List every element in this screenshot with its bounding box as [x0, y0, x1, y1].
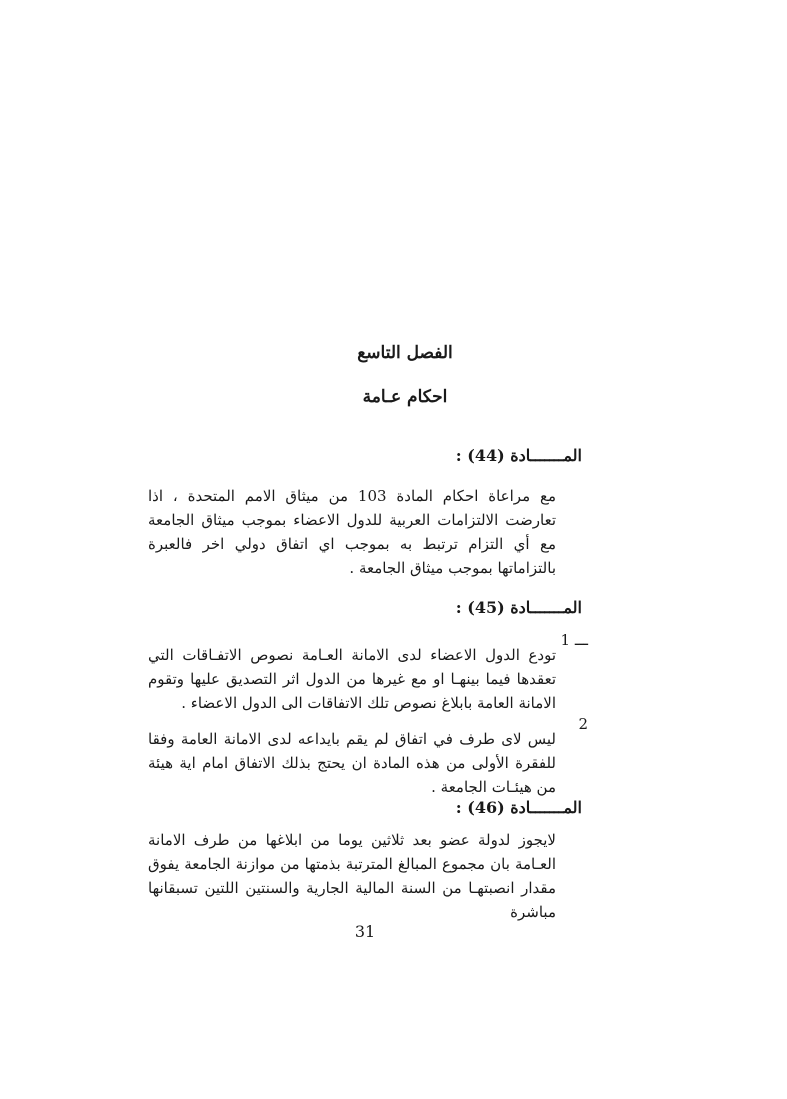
- article-44-paragraph: مع مراعاة احكام المادة 103 من ميثاق الامم المتحدة ، اذا تعارضت الالتزامات العربية للدول الاعضاء بموجب ميثاق الجامعة مع أي التزام ترتبط به بموجب اي اتفاق دولي اخر فالعبرة بالتزاماتها بموجب ميثاق الجامعة .: [148, 487, 556, 577]
- article-46-heading: [456, 798, 582, 817]
- article-colon: :: [455, 446, 462, 465]
- article-label: المـــــــادة: [510, 446, 582, 465]
- page-number: 31: [354, 922, 376, 941]
- item-text: ليس لاى طرف في اتفاق لم يقم بايداعه لدى الامانة العامة وفقا للفقرة الأولى من هذه المادة ان يحتج بذلك الاتفاق امام اية هيئة من هيئـات الجامعة .: [148, 730, 556, 796]
- item-number: 1 ـــ: [560, 631, 588, 649]
- article-44-heading: [456, 446, 582, 465]
- article-number: (45): [467, 598, 505, 617]
- item-number: 2: [578, 715, 588, 733]
- article-colon: :: [455, 598, 462, 617]
- article-46-paragraph: لايجوز لدولة عضو بعد ثلاثين يوما من ابلاغها من طرف الامانة العـامة بان مجموع المبالغ المترتبة بذمتها من موازنة الجامعة يفوق مقدار انصبتهـا من السنة المالية الجارية والسنتين اللتين تسبقانها مباشرة: [148, 831, 556, 921]
- article-45-heading: [456, 598, 582, 617]
- article-45-item-2: [148, 712, 588, 796]
- item-text: تودع الدول الاعضاء لدى الامانة العـامة نصوص الاتفـاقات التي تعقدها فيما بينهـا او مع غيرها من الدول اثر التصديق عليها وتقوم الامانة العامة بابلاغ نصوص تلك الاتفاقات الى الدول الاعضاء .: [148, 646, 556, 712]
- article-label: المـــــــادة: [510, 598, 582, 617]
- article-number: (44): [467, 446, 505, 465]
- article-number: (46): [467, 798, 505, 817]
- article-colon: :: [455, 798, 462, 817]
- chapter-title: الفصل التاسع: [357, 343, 453, 363]
- article-45-item-1: [148, 628, 588, 712]
- section-title: احكام عـامة: [362, 387, 448, 407]
- article-label: المـــــــادة: [510, 798, 582, 817]
